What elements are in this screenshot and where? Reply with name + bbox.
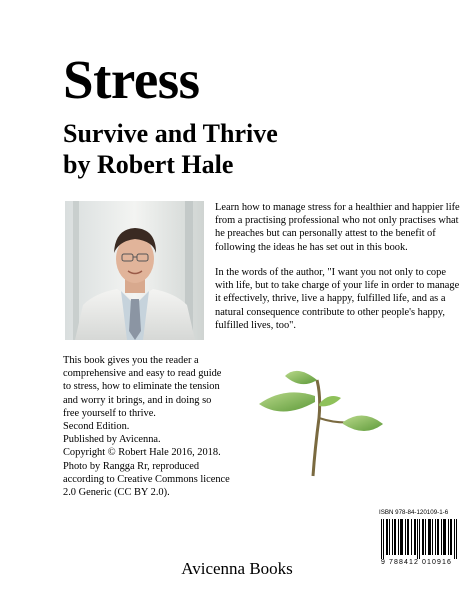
edition-line: Second Edition.	[63, 421, 130, 432]
barcode-icon	[379, 519, 459, 559]
plant-seedling-image	[245, 358, 395, 478]
description-paragraph-3: This book gives you the reader a comprehensive and easy to read guide to stress, how to eliminate the tension and worry it brings, and in doing so free yourself to thrive.	[63, 355, 222, 419]
barcode-digits: 9 788412 010916	[381, 559, 452, 566]
publisher-name: Avicenna Books	[181, 559, 293, 578]
description-paragraph-1: Learn how to manage stress for a healthier and happier life from a practising professional who not only practises what he preaches but can personally attest to the benefit of following the ideas he has set out in this book.	[215, 202, 460, 253]
edition-info	[63, 420, 233, 499]
author-line: by Robert Hale	[63, 150, 234, 179]
publisher-line: Published by Avicenna.	[63, 434, 161, 446]
book-subtitle: Survive and Thrive	[63, 119, 278, 148]
author-photo	[65, 201, 204, 340]
copyright-line: Copyright © Robert Hale 2016, 2018.	[63, 447, 221, 459]
description-paragraph-2: In the words of the author, "I want you not only to cope with life, but to take charge of your life in order to manage it effectively, thrive, live a happy, fulfilled life, and as a natural consequence contribute to other people's happy, fulfilled lives, too".	[215, 267, 460, 331]
photo-credit-line: Photo by Rangga Rr, reproduced according to Creative Commons licence 2.0 Generic (CC BY 2.0).	[63, 460, 230, 499]
isbn-text: ISBN 978-84-120109-1-6	[379, 509, 449, 516]
book-title: Stress	[63, 49, 200, 110]
